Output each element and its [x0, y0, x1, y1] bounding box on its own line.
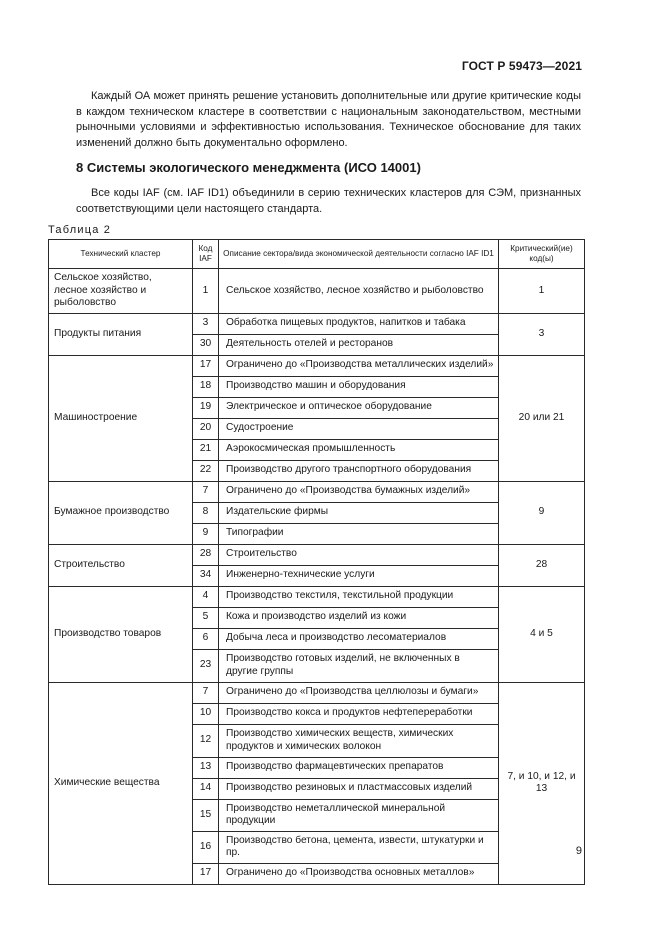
- sector-description-cell: Производство неметаллической минеральной продукции: [219, 799, 499, 831]
- iaf-code-cell: 12: [193, 724, 219, 757]
- critical-codes-cell: 1: [499, 269, 585, 314]
- sector-description-cell: Электрическое и оптическое оборудование: [219, 397, 499, 418]
- iaf-code-cell: 23: [193, 649, 219, 682]
- sector-description-cell: Инженерно-технические услуги: [219, 565, 499, 586]
- critical-codes-cell: 20 или 21: [499, 355, 585, 481]
- table-row: [49, 682, 585, 703]
- iaf-code-cell: 5: [193, 607, 219, 628]
- critical-codes-cell: 3: [499, 313, 585, 355]
- sector-description-cell: Ограничено до «Производства основных металлов»: [219, 863, 499, 884]
- sector-description-cell: Обработка пищевых продуктов, напитков и табака: [219, 313, 499, 334]
- table-row: [49, 355, 585, 376]
- cluster-name-cell: Производство товаров: [49, 586, 193, 682]
- sector-description-cell: Производство резиновых и пластмассовых изделий: [219, 778, 499, 799]
- section-title: 8 Системы экологического менеджмента (ИСО 14001): [76, 160, 421, 175]
- iaf-code-cell: 21: [193, 439, 219, 460]
- table-row: [49, 481, 585, 502]
- sector-description-cell: Сельское хозяйство, лесное хозяйство и рыболовство: [219, 269, 499, 314]
- sector-description-cell: Производство другого транспортного оборудования: [219, 460, 499, 481]
- sector-description-cell: Типографии: [219, 523, 499, 544]
- header-critical: Критический(ие) код(ы): [499, 240, 585, 269]
- iaf-code-cell: 17: [193, 355, 219, 376]
- technical-clusters-table: [48, 239, 585, 885]
- header-description: Описание сектора/вида экономической деятельности согласно IAF ID1: [219, 240, 499, 269]
- page-number: 9: [575, 845, 582, 857]
- sector-description-cell: Кожа и производство изделий из кожи: [219, 607, 499, 628]
- header-code: Код IAF: [193, 240, 219, 269]
- sector-description-cell: Производство готовых изделий, не включенных в другие группы: [219, 649, 499, 682]
- iaf-code-cell: 10: [193, 703, 219, 724]
- iaf-code-cell: 16: [193, 831, 219, 863]
- sector-description-cell: Производство химических веществ, химических продуктов и химических волокон: [219, 724, 499, 757]
- iaf-code-cell: 15: [193, 799, 219, 831]
- sector-description-cell: Производство фармацевтических препаратов: [219, 757, 499, 778]
- iaf-code-cell: 28: [193, 544, 219, 565]
- table-row: [49, 586, 585, 607]
- table-row: [49, 313, 585, 334]
- iaf-code-cell: 4: [193, 586, 219, 607]
- iaf-code-cell: 3: [193, 313, 219, 334]
- cluster-name-cell: Сельское хозяйство, лесное хозяйство и рыболовство: [49, 269, 193, 314]
- iaf-code-cell: 20: [193, 418, 219, 439]
- iaf-code-cell: 9: [193, 523, 219, 544]
- iaf-code-cell: 30: [193, 334, 219, 355]
- table-row: [49, 269, 585, 314]
- table-header-row: [49, 240, 585, 269]
- iaf-code-cell: 18: [193, 376, 219, 397]
- iaf-code-cell: 1: [193, 269, 219, 314]
- sector-description-cell: Издательские фирмы: [219, 502, 499, 523]
- sector-description-cell: Производство кокса и продуктов нефтепереработки: [219, 703, 499, 724]
- cluster-name-cell: Строительство: [49, 544, 193, 586]
- iaf-code-cell: 7: [193, 481, 219, 502]
- iaf-code-cell: 6: [193, 628, 219, 649]
- sector-description-cell: Деятельность отелей и ресторанов: [219, 334, 499, 355]
- critical-codes-cell: 4 и 5: [499, 586, 585, 682]
- iaf-code-cell: 14: [193, 778, 219, 799]
- iaf-code-cell: 34: [193, 565, 219, 586]
- document-id-header: ГОСТ Р 59473—2021: [461, 59, 582, 73]
- iaf-code-cell: 22: [193, 460, 219, 481]
- cluster-name-cell: Бумажное производство: [49, 481, 193, 544]
- iaf-code-cell: 19: [193, 397, 219, 418]
- table-row: [49, 544, 585, 565]
- iaf-code-cell: 8: [193, 502, 219, 523]
- sector-description-cell: Производство текстиля, текстильной продукции: [219, 586, 499, 607]
- sector-description-cell: Ограничено до «Производства бумажных изделий»: [219, 481, 499, 502]
- table-body: [49, 269, 585, 885]
- iaf-code-cell: 13: [193, 757, 219, 778]
- critical-codes-cell: 28: [499, 544, 585, 586]
- sector-description-cell: Аэрокосмическая промышленность: [219, 439, 499, 460]
- cluster-name-cell: Продукты питания: [49, 313, 193, 355]
- cluster-name-cell: Химические вещества: [49, 682, 193, 884]
- cluster-name-cell: Машиностроение: [49, 355, 193, 481]
- intro-paragraph: Каждый ОА может принять решение установить дополнительные или другие критические коды в каждом техническом кластере в соответствии с национальным законодательством, местными рыночными условиями и эффективностью использования. Техническое обоснование для таких изменений должно быть документально оформлено.: [76, 90, 581, 149]
- iaf-code-cell: 7: [193, 682, 219, 703]
- sector-description-cell: Ограничено до «Производства целлюлозы и бумаги»: [219, 682, 499, 703]
- sector-description-cell: Производство машин и оборудования: [219, 376, 499, 397]
- sector-description-cell: Строительство: [219, 544, 499, 565]
- sector-description-cell: Ограничено до «Производства металлических изделий»: [219, 355, 499, 376]
- table-caption: Таблица 2: [48, 224, 112, 236]
- header-cluster: Технический кластер: [49, 240, 193, 269]
- section-paragraph: Все коды IAF (см. IAF ID1) объединили в серию технических кластеров для СЭМ, признанных соответствующими цели настоящего стандарта.: [76, 187, 581, 215]
- iaf-code-cell: 17: [193, 863, 219, 884]
- sector-description-cell: Добыча леса и производство лесоматериалов: [219, 628, 499, 649]
- critical-codes-cell: 9: [499, 481, 585, 544]
- critical-codes-cell: 7, и 10, и 12, и 13: [499, 682, 585, 884]
- sector-description-cell: Производство бетона, цемента, извести, штукатурки и пр.: [219, 831, 499, 863]
- sector-description-cell: Судостроение: [219, 418, 499, 439]
